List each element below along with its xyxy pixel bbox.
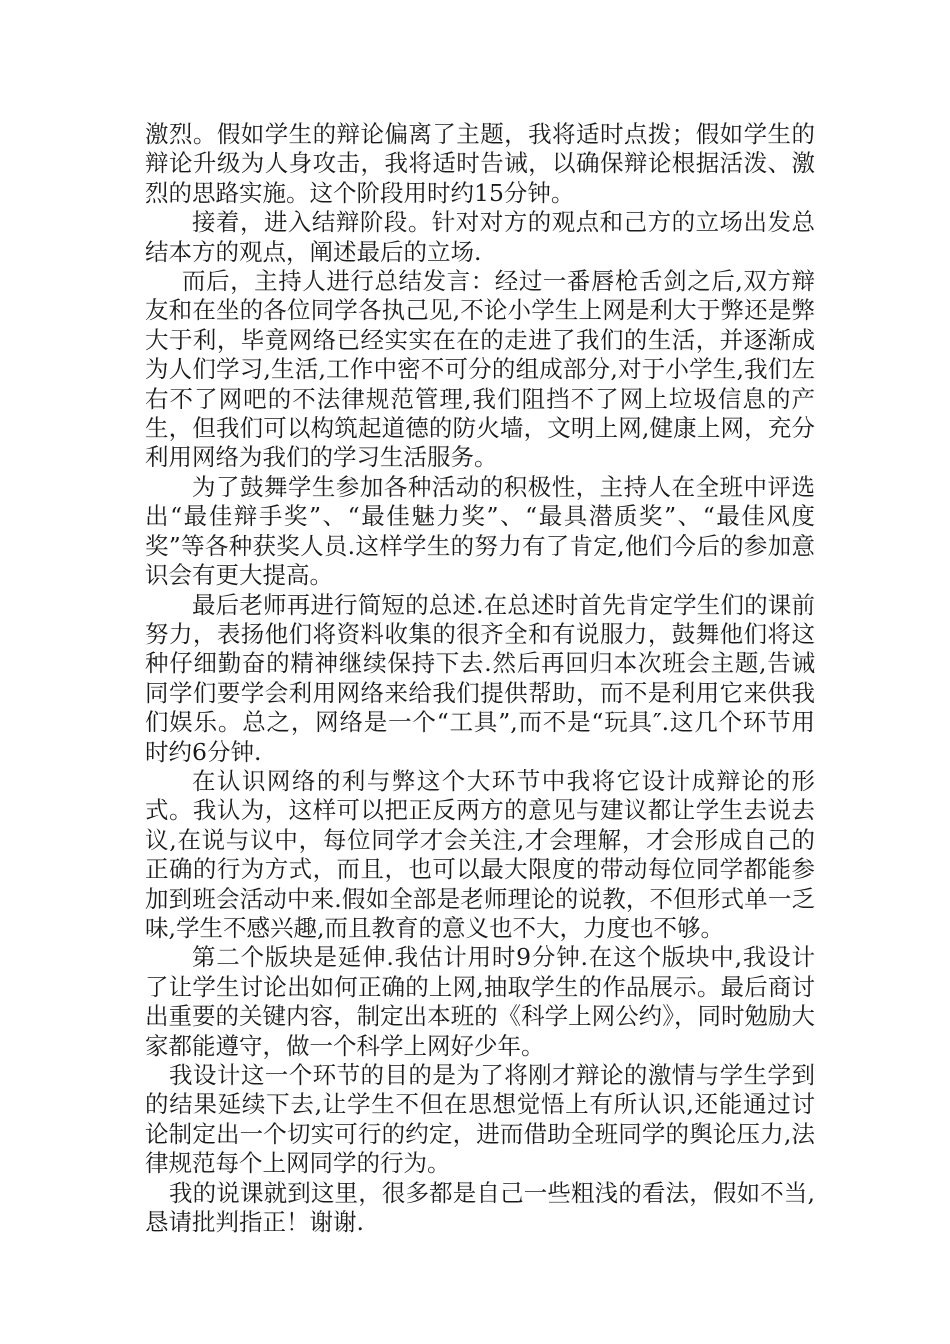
paragraph-closing-debate: 接着，进入结辩阶段。针对对方的观点和己方的立场出发总结本方的观点，阐述最后的立场. bbox=[145, 208, 815, 266]
paragraph-debate-design: 在认识网络的利与弊这个大环节中我将它设计成辩论的形式。我认为，这样可以把正反两方的意见与建议都让学生去说去议,在说与议中，每位同学才会关注,才会理解，才会形成自己的正确的行为方式，而且，也可以最大限度的带动每位同学都能参加到班会活动中来.假如全部是老师理论的说教，不但形式单一乏味,学生不感兴趣,而且教育的意义也不大，力度也不够。 bbox=[145, 766, 815, 942]
paragraph-teacher-summary: 最后老师再进行简短的总述.在总述时首先肯定学生们的课前努力，表扬他们将资料收集的很齐全和有说服力，鼓舞他们将这种仔细勤奋的精神继续保持下去.然后再回归本次班会主题,告诫同学们要学会利用网络来给我们提供帮助，而不是利用它来供我们娱乐。总之，网络是一个“工具”,而不是“玩具″.这几个环节用时约6分钟. bbox=[145, 590, 815, 766]
document-body bbox=[145, 120, 815, 1237]
paragraph-debate-guidance: 激烈。假如学生的辩论偏离了主题，我将适时点拨；假如学生的辩论升级为人身攻击，我将适时告诫，以确保辩论根据活泼、激烈的思路实施。这个阶段用时约15分钟。 bbox=[145, 120, 815, 207]
paragraph-awards: 为了鼓舞学生参加各种活动的积极性，主持人在全班中评选出“最佳辩手奖”、“最佳魅力奖”、“最具潜质奖”、“最佳风度奖”等各种获奖人员.这样学生的努力有了肯定,他们今后的参加意识会有更大提高。 bbox=[145, 472, 815, 590]
paragraph-section-purpose: 我设计这一个环节的目的是为了将刚才辩论的激情与学生学到的结果延续下去,让学生不但在思想觉悟上有所认识,还能通过讨论制定出一个切实可行的约定，进而借助全班同学的舆论压力,法律规范每个上网同学的行为。 bbox=[145, 1061, 815, 1178]
paragraph-host-summary: 而后，主持人进行总结发言：经过一番唇枪舌剑之后,双方辩友和在坐的各位同学各执己见,不论小学生上网是利大于弊还是弊大于利，毕竟网络已经实实在在的走进了我们的生活，并逐渐成为人们学习,生活,工作中密不可分的组成部分,对于小学生,我们左右不了网吧的不法律规范管理,我们阻挡不了网上垃圾信息的产生，但我们可以构筑起道德的防火墙，文明上网,健康上网，充分利用网络为我们的学习生活服务。 bbox=[145, 267, 815, 472]
paragraph-conclusion: 我的说课就到这里，很多都是自己一些粗浅的看法，假如不当,恳请批判指正！谢谢. bbox=[145, 1178, 815, 1237]
paragraph-extension-section: 第二个版块是延伸.我估计用时9分钟.在这个版块中,我设计了让学生讨论出如何正确的上网,抽取学生的作品展示。最后商讨出重要的关键内容，制定出本班的《科学上网公约》，同时勉励大家都能遵守，做一个科学上网好少年。 bbox=[145, 943, 815, 1060]
